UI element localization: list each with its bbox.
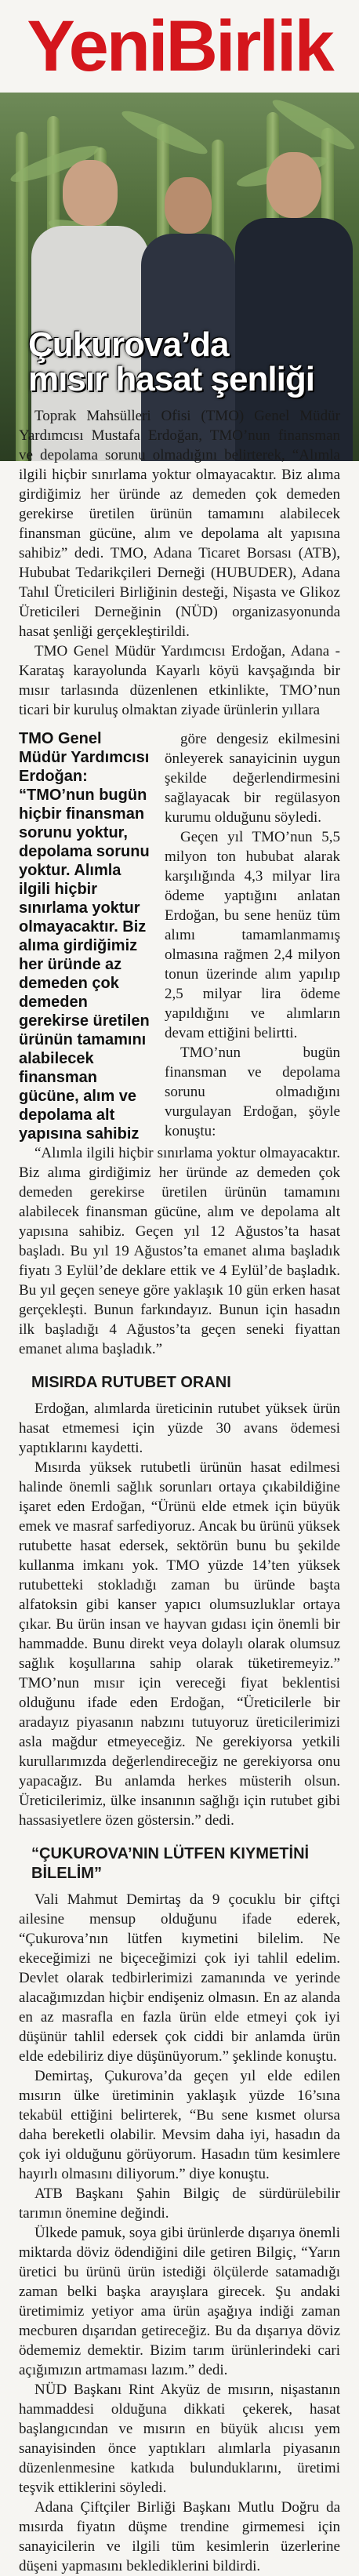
section-heading: “ÇUKUROVA’NIN LÜTFEN KIYMETİNİ BİLELİM” xyxy=(31,1845,310,1882)
paragraph: göre dengesiz ekilmesini önleyerek sanayicinin uygun şekilde değerlendirmesini sağlayacak bir regülasyon kurumu olduğunu söyledi. xyxy=(165,731,340,826)
two-column-section xyxy=(0,729,359,1143)
paragraph: NÜD Başkanı Rint Akyüz de mısırın, nişastanın hammaddesi olduğuna dikkati çekerek, hasat başlangıcından ve mısırın en büyük alıcısı yem sanayisinden önce yaptıkları alımlarla piyasanın düzenlenmesine katkıda bulunduklarını, üretimi teşvik ettiklerini söyledi. xyxy=(19,2382,340,2496)
paragraph: “Alımla ilgili hiçbir sınırlama yoktur olmayacaktır. Biz alıma girdiğimiz her üründe az demeden çok demeden gerekirse üretilen ürünün tamamını alabilecek finansman gücüne, alım ve depolama alt yapısına sahibiz. Geçen yıl 12 Ağustos’ta hasat başladı. Bu yıl 19 Ağustos’ta emanet alıma başladık fiyatı 3 Eylül’de deklare ettik ve 4 Eylül’de başladık. Bu yıl geçen seneye göre yaklaşık 10 gün erken hasat gerçekleşti. Bunun farkındayız. Bunun için hasadın ilk başladığı 4 Ağustos’ta geçen seneki fiyattan emanet alıma başladık.” xyxy=(19,1145,340,1357)
article-body xyxy=(0,406,359,2576)
headline-line-2: mısır hasat şenliği xyxy=(28,360,314,398)
paragraph: TMO Genel Müdür Yardımcısı Erdoğan, Adana - Karataş karayolunda Kayarlı köyü kavşağında bir mısır tarlasında düzenlenen etkinlikte, TMO’nun ticari bir kuruluş olmaktan ziyade ürünlerin yıllara xyxy=(19,643,340,718)
masthead xyxy=(0,0,359,93)
paragraph: TMO’nun bugün finansman ve depolama sorunu olmadığını vurgulayan Erdoğan, şöyle konuştu: xyxy=(165,1045,340,1139)
section-heading: MISIRDA RUTUBET ORANI xyxy=(31,1374,231,1391)
right-column xyxy=(165,729,340,1143)
paragraph: Geçen yıl TMO’nun 5,5 milyon ton hububat alarak karşılığında 4,3 milyar lira ödeme yaptığını anlatan Erdoğan, bu sene henüz tüm alımı tamamlanmamış olmasına rağmen 2,4 milyon tonun üzerinde alım yapılıp 2,5 milyar lira ödeme yapıldığını ve alımların devam ettiğini belirtti. xyxy=(165,829,340,1041)
paragraph: Mısırda yüksek rutubetli ürünün hasat edilmesi halinde önemli sağlık sorunları ortaya çıkabildiğine işaret eden Erdoğan, “Ürünü elde etmek için büyük emek ve masraf sarfediyoruz. Ancak bu ürünü yüksek rutubette hasat edersek, sektörün bunu bu şekilde kullanma imkanı yok. TMO yüzde 14’ten yüksek rutubetteki stokladığı zaman bu üründe başta alfatoksin gibi kanser yapıcı olumsuzluklar ortaya çıkar. Bu ürün insan ve hayvan gıdası için önemli bir hammadde. Bunu direkt veya dolaylı olarak olumsuz sağlık koşullarına sahip olarak tüketiremeyiz.” TMO’nun mısır için vereceği fiyat beklentisi olduğunu ifade eden Erdoğan, “Üreticilerle bir aradayız piyasanın nabzını tutuyoruz üreticilerimizi asla mağdur etmeyeceğiz. Ne gerekiyorsa yetkili kurullarımızda değerlendireceğiz ne gerekiyorsa onu yapacağız. Bu anlamda herkes müsterih olsun. Üreticilerimiz, ülke insanının sağlığı için rutubet gibi hassasiyetlere özen göstersin.” dedi. xyxy=(19,1459,340,1829)
lead-paragraph: Toprak Mahsülleri Ofisi (TMO) Genel Müdür Yardımcısı Mustafa Erdoğan, TMO’nun finansman ve depolama sorunu olmadığını belirterek, “Alımla ilgili hiçbir sınırlama yoktur olmayacaktır. Biz alıma girdiğimiz her üründe az demeden çok demeden gerekirse üretilen ürünün tamamını alabilecek finansman gücüne, alım ve depolama alt yapısına sahibiz” dedi. TMO, Adana Ticaret Borsası (ATB), Hububat Tedarikçileri Derneği (HUBUDER), Adana Tahıl Üreticileri Birliğinin desteği, Nişasta ve Glikoz Üreticileri Derneğinin (NÜD) organizasyonunda hasat şenliği gerçekleştirildi. xyxy=(19,408,340,640)
paragraph: ATB Başkanı Şahin Bilgiç de sürdürülebilir tarımın önemine değindi. xyxy=(19,2185,340,2222)
paragraph: Erdoğan, alımlarda üreticinin rutubet yüksek ürün hasat etmemesi için yüzde 30 avans ödemesi yaptıklarını kaydetti. xyxy=(19,1401,340,1456)
pull-quote: TMO Genel Müdür Yardımcısı Erdoğan: “TMO’nun bugün hiçbir finansman sorunu yoktur, depolama sorunu yoktur. Alımla ilgili hiçbir sınırlama yoktur olmayacaktır. Biz alıma girdiğimiz her üründe az demeden çok demeden gerekirse üretilen ürünün tamamını alabilecek finansman gücüne, alım ve depolama alt yapısına sahibiz xyxy=(19,730,150,1143)
headline xyxy=(0,325,359,403)
paragraph: Demirtaş, Çukurova’da geçen yıl elde edilen mısırın ülke üretiminin yaklaşık yüzde 16’sına tekabül ettiğini belirterek, “Bu sene kısmet olursa daha bereketli olabilir. Mevsim daha iyi, hasadın da çok iyi olduğunu görüyorum. Hasadın tüm kesimlere hayırlı olmasını diliyorum.” diye konuştu. xyxy=(19,2068,340,2182)
headline-line-1: Çukurova’da xyxy=(28,325,229,364)
paragraph: Vali Mahmut Demirtaş da 9 çocuklu bir çiftçi ailesine mensup olduğunu ifade ederek, “Çukurova’nın lütfen kıymetini bilelim. Ne ekeceğimizi ne biçeceğimizi çok iyi tahlil edelim. Devlet olarak tedbirlerimizi zamanında ve yerinde alacağımızdan hiçbir endişeniz olmasın. En az alanda en az masrafla en fazla ürün elde etmeyi çok iyi düşünür tahlil edersek çok ciddi bir anlamda ürün elde edebiliriz diye düşünüyorum.” şeklinde konuştu. xyxy=(19,1891,340,2065)
newspaper-logo: YeniBirlik xyxy=(27,6,332,86)
paragraph: Adana Çiftçiler Birliği Başkanı Mutlu Doğru da mısırda fiyatın düşme trendine girmemesi için sanayicilerin ve ilgili tüm kesimlerin üzerlerine düşeni yapmasını beklediklerini bildirdi. xyxy=(19,2499,340,2574)
paragraph: Ülkede pamuk, soya gibi ürünlerde dışarıya önemli miktarda döviz ödendiğini dile getiren Bilgiç, “Yarın üretici bu ürünü ürün istediği ölçülerde satamadığı zaman belki başka arayışlara girecek. Şu andaki üretimimiz yetiyor ama ürün aşağıya indiği zaman mecburen dışarıdan getireceğiz. Bu da dışarıya döviz ödememiz demektir. Bizim tarım ürünlerindeki cari açığımızın artmaması lazım.” dedi. xyxy=(19,2225,340,2378)
